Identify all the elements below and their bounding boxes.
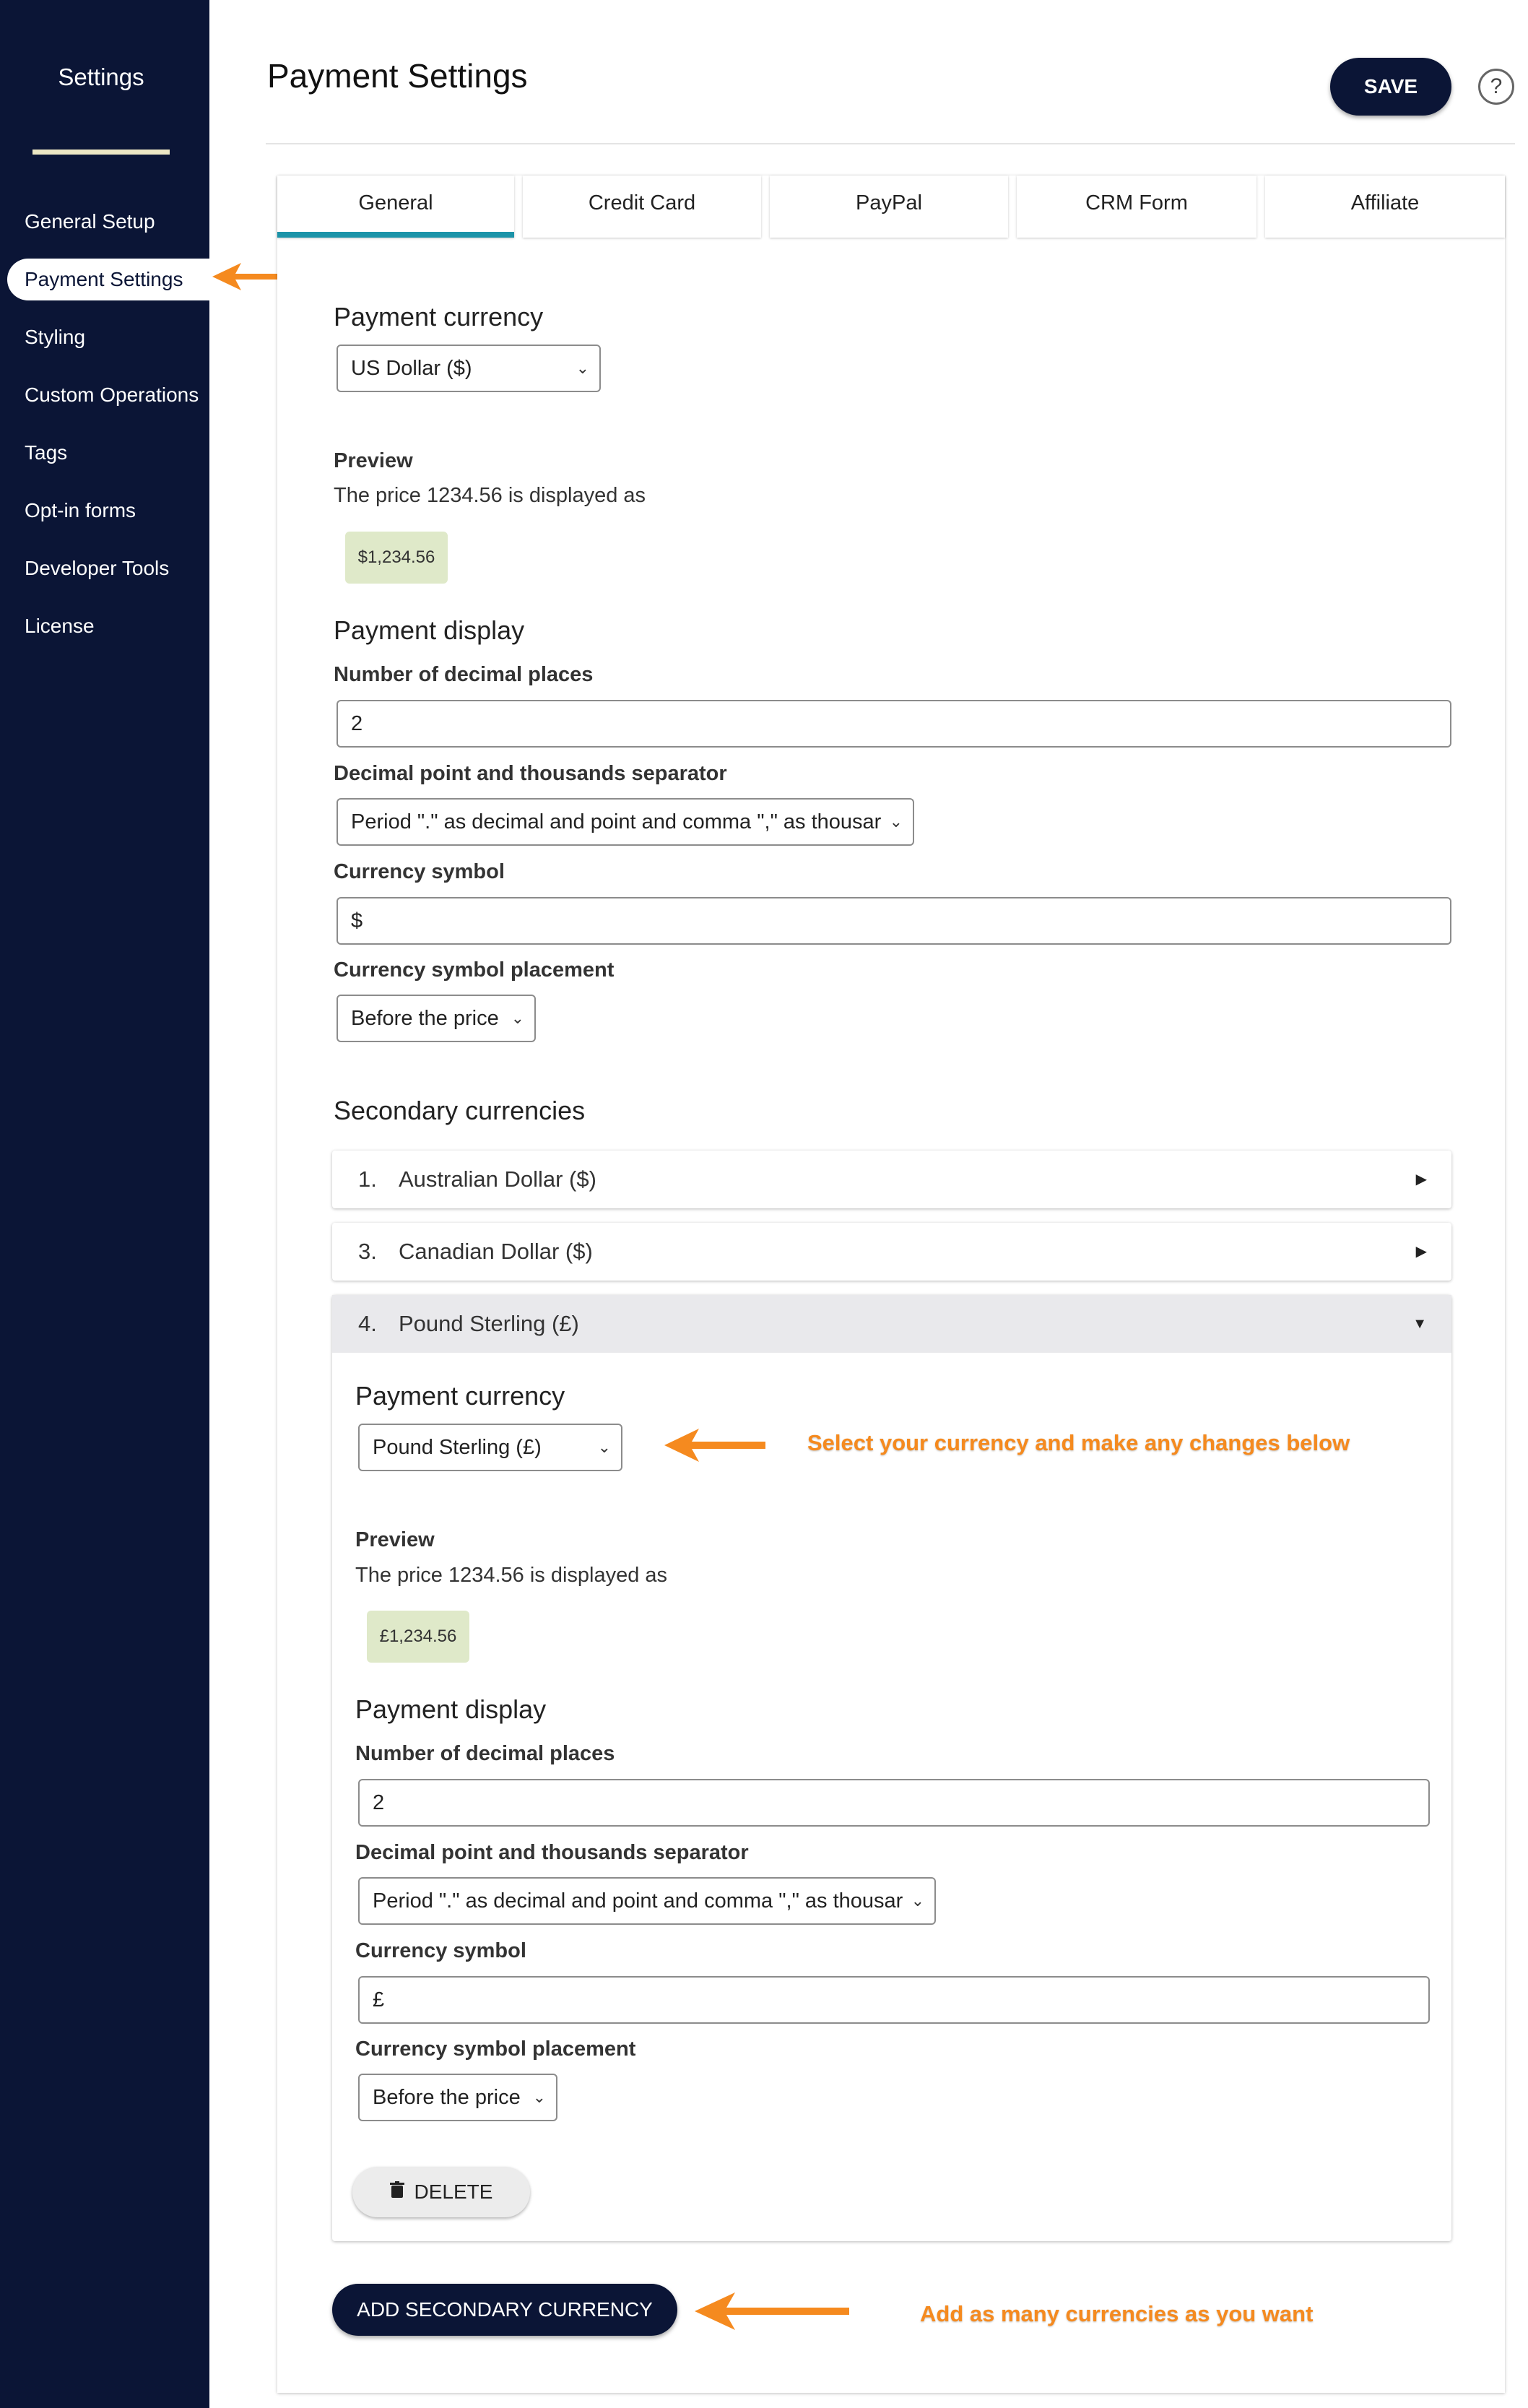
- caret-right-icon[interactable]: ▶: [1415, 1171, 1427, 1187]
- payment-display-label: Payment display: [355, 1694, 547, 1724]
- chevron-down-icon: ⌄: [597, 1438, 611, 1456]
- trash-icon: [390, 2180, 404, 2204]
- arrow-left-icon: [661, 1426, 768, 1465]
- header-divider: [266, 143, 1515, 144]
- caret-down-icon[interactable]: ▼: [1412, 1316, 1427, 1332]
- chevron-down-icon: ⌄: [911, 1892, 924, 1910]
- separator-select[interactable]: [337, 798, 914, 846]
- symbol-placement-value: Before the price: [373, 2086, 521, 2109]
- sidebar-item-license[interactable]: License: [25, 615, 95, 637]
- separator-value: Period "." as decimal and point and comma "," as thousar: [351, 810, 882, 833]
- decimal-places-input[interactable]: 2: [337, 700, 1451, 748]
- separator-value: Period "." as decimal and point and comma "," as thousar: [373, 1889, 903, 1913]
- preview-label: Preview: [355, 1528, 435, 1551]
- symbol-placement-select[interactable]: [337, 995, 536, 1042]
- payment-currency-select[interactable]: [337, 345, 601, 392]
- sidebar-item-general-setup[interactable]: General Setup: [25, 210, 155, 233]
- chevron-down-icon: ⌄: [889, 813, 903, 831]
- caret-right-icon[interactable]: ▶: [1415, 1244, 1427, 1260]
- preview-label: Preview: [334, 449, 413, 472]
- tab-general[interactable]: General: [277, 176, 514, 238]
- add-currencies-note: Add as many currencies as you want: [920, 2301, 1314, 2326]
- item-number: 4.: [358, 1311, 377, 1336]
- sidebar-item-payment-settings[interactable]: Payment Settings: [7, 259, 209, 300]
- help-icon[interactable]: ?: [1478, 69, 1514, 105]
- sidebar-item-styling[interactable]: Styling: [25, 326, 86, 348]
- tab-affiliate[interactable]: Affiliate: [1265, 176, 1505, 238]
- item-name: Pound Sterling (£): [399, 1311, 579, 1336]
- arrow-left-icon: [692, 2290, 852, 2333]
- delete-button[interactable]: [352, 2167, 530, 2217]
- item-name: Australian Dollar ($): [399, 1166, 596, 1192]
- select-currency-note: Select your currency and make any changes below: [807, 1430, 1350, 1455]
- payment-currency-label: Payment currency: [355, 1381, 565, 1411]
- chevron-down-icon: ⌄: [576, 359, 589, 377]
- separator-select[interactable]: [358, 1877, 936, 1925]
- item-number: 1.: [358, 1166, 377, 1192]
- save-button[interactable]: SAVE: [1330, 58, 1451, 116]
- sidebar-item-opt-in-forms[interactable]: Opt-in forms: [25, 499, 136, 521]
- secondary-currency-item[interactable]: [332, 1151, 1451, 1208]
- currency-symbol-input[interactable]: $: [337, 897, 1451, 945]
- symbol-placement-select[interactable]: [358, 2074, 557, 2121]
- secondary-currency-select[interactable]: [358, 1424, 622, 1471]
- sidebar-item-tags[interactable]: Tags: [25, 441, 68, 464]
- tab-paypal[interactable]: PayPal: [770, 176, 1008, 238]
- currency-symbol-label: Currency symbol: [334, 860, 505, 883]
- accordion-header[interactable]: [332, 1295, 1451, 1353]
- item-number: 3.: [358, 1239, 377, 1264]
- currency-symbol-input[interactable]: £: [358, 1976, 1430, 2024]
- payment-display-label: Payment display: [334, 615, 525, 645]
- preview-text: The price 1234.56 is displayed as: [355, 1564, 668, 1587]
- item-name: Canadian Dollar ($): [399, 1239, 593, 1264]
- tab-credit-card[interactable]: Credit Card: [523, 176, 761, 238]
- decimal-places-label: Number of decimal places: [355, 1742, 615, 1765]
- add-secondary-currency-button[interactable]: ADD SECONDARY CURRENCY: [332, 2284, 677, 2336]
- secondary-currency-item[interactable]: [332, 1223, 1451, 1281]
- secondary-currency-value: Pound Sterling (£): [373, 1436, 542, 1459]
- chevron-down-icon: ⌄: [532, 2088, 546, 2106]
- sidebar: [0, 0, 209, 2408]
- decimal-places-input[interactable]: 2: [358, 1779, 1430, 1827]
- page-title: Payment Settings: [267, 57, 528, 95]
- payment-currency-value: US Dollar ($): [351, 357, 472, 380]
- preview-value: £1,234.56: [367, 1611, 469, 1663]
- decimal-places-label: Number of decimal places: [334, 663, 594, 686]
- separator-label: Decimal point and thousands separator: [334, 762, 727, 785]
- chevron-down-icon: ⌄: [511, 1009, 524, 1027]
- delete-label: DELETE: [414, 2180, 493, 2203]
- preview-text: The price 1234.56 is displayed as: [334, 484, 646, 507]
- tab-crm-form[interactable]: CRM Form: [1017, 176, 1256, 238]
- sidebar-title: Settings: [58, 64, 144, 90]
- sidebar-divider: [32, 150, 170, 155]
- sidebar-item-custom-operations[interactable]: Custom Operations: [25, 384, 199, 406]
- currency-symbol-label: Currency symbol: [355, 1939, 526, 1962]
- symbol-placement-value: Before the price: [351, 1007, 499, 1030]
- sidebar-item-developer-tools[interactable]: Developer Tools: [25, 557, 170, 579]
- preview-value: $1,234.56: [345, 532, 448, 584]
- separator-label: Decimal point and thousands separator: [355, 1841, 749, 1864]
- symbol-placement-label: Currency symbol placement: [334, 958, 615, 982]
- secondary-currencies-title: Secondary currencies: [334, 1096, 586, 1125]
- symbol-placement-label: Currency symbol placement: [355, 2037, 636, 2061]
- payment-currency-label: Payment currency: [334, 302, 544, 332]
